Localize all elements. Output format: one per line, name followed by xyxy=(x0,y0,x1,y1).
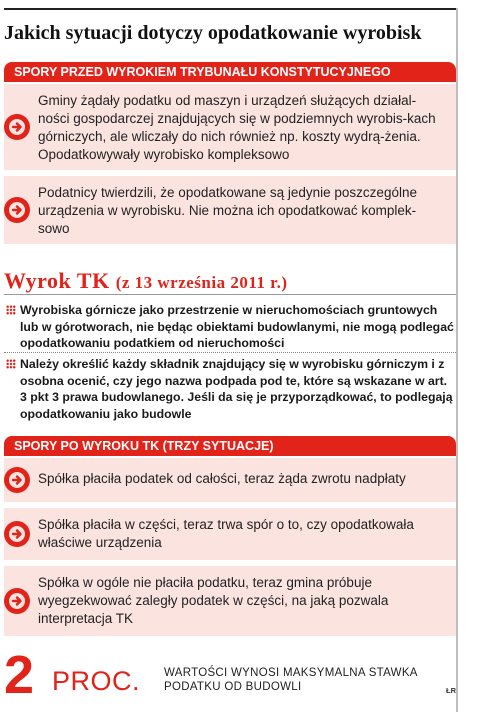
arrow-right-circle-icon xyxy=(4,521,30,547)
page-title: Jakich sytuacji dotyczy opodatkowanie wyrobisk xyxy=(4,22,422,44)
list-item-text: Spółka w ogóle nie płaciła podatku, teraz gmina próbuje wyegzekwować zaległy podatek w części, na jaką pozwala interpretacja TK xyxy=(38,575,389,626)
arrow-right-circle-icon xyxy=(4,197,30,223)
author-initials: ŁR xyxy=(446,686,456,695)
stat-block xyxy=(4,645,456,705)
stat-number: 2 xyxy=(4,645,35,705)
verdict-bullet-text: Wyrobiska górnicze jako przestrzenie w nieruchomościach gruntowych lub w górotworach, nie będąc obiektami budowlanymi, nie mogą podlegać opodatkowaniu podatkiem od nieruchomości xyxy=(20,303,454,350)
verdict-heading xyxy=(4,268,288,294)
section-header-before-verdict: SPORY PRZED WYROKIEM TRYBUNAŁU KONSTYTUCYJNEGO xyxy=(4,62,456,82)
divider xyxy=(4,294,456,295)
verdict-bullet-text: Należy określić każdy składnik znajdujący się w wyrobisku górniczym i z osobna ocenić, czy jego nazwa podpada pod te, które są wskazane w art. 3 pkt 3 prawa budowlanego. Jeśli da się je przyporządkować, to podlegają opodatkowaniu jako budowle xyxy=(20,357,453,421)
verdict-bullet xyxy=(4,302,454,352)
list-item xyxy=(4,508,456,560)
arrow-right-circle-icon xyxy=(4,114,30,140)
list-item-text: Podatnicy twierdzili, że opodatkowane są jedynie poszczególne urządzenia w wyrobisku. Nie można ich opodatkować komplek-sowo xyxy=(38,185,417,236)
divider xyxy=(4,352,456,353)
right-rule xyxy=(456,8,458,712)
arrow-right-circle-icon xyxy=(4,467,30,493)
verdict-bullet xyxy=(4,356,454,422)
dot-grid-icon xyxy=(6,359,16,369)
list-item-text: Spółka płaciła podatek od całości, teraz żąda zwrotu nadpłaty xyxy=(38,471,406,486)
stat-description: WARTOŚCI WYNOSI MAKSYMALNA STAWKA PODATKU OD BUDOWLI xyxy=(164,667,418,693)
top-rule xyxy=(4,8,456,10)
verdict-heading-date: (z 13 września 2011 r.) xyxy=(115,273,288,292)
stat-unit: PROC. xyxy=(52,666,141,696)
list-item xyxy=(4,84,456,170)
arrow-right-circle-icon xyxy=(4,588,30,614)
list-item xyxy=(4,458,456,502)
dot-grid-icon xyxy=(6,305,16,315)
list-item xyxy=(4,176,456,244)
section-header-after-verdict: SPORY PO WYROKU TK (TRZY SYTUACJE) xyxy=(4,436,456,456)
list-item-text: Spółka płaciła w części, teraz trwa spór o to, czy opodatkowała właściwe urządzenia xyxy=(38,517,414,550)
list-item-text: Gminy żądały podatku od maszyn i urządzeń służących działal-ności gospodarczej znajdujących się w podziemnych wyrobis-kach górniczych, ale wliczały do nich również np. koszty wydrą-żenia. Opodatkowywały wyrobisko kompleksowo xyxy=(38,93,436,162)
verdict-heading-main: Wyrok TK xyxy=(4,268,110,293)
list-item xyxy=(4,566,456,636)
